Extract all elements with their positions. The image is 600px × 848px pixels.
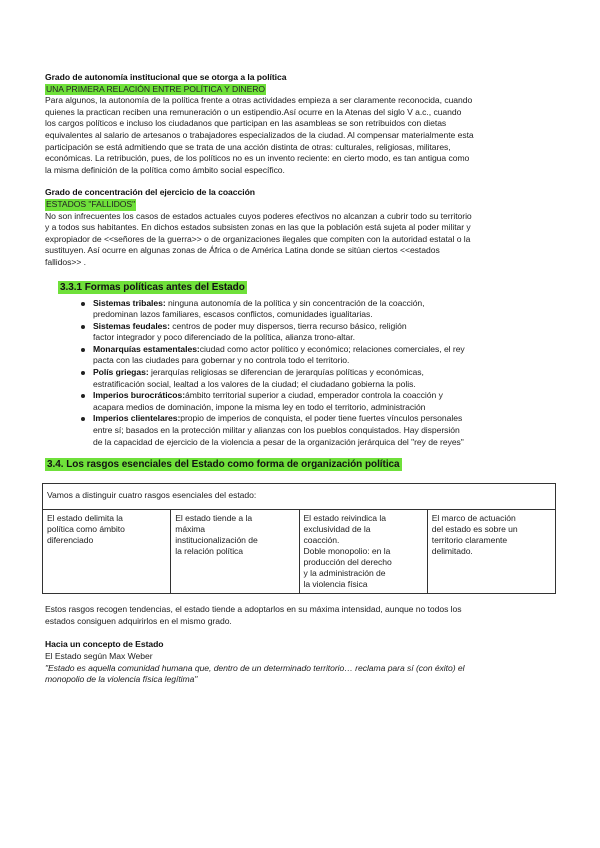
list-item: Imperios burocráticos:ámbito territorial superior a ciudad, emperador controla la coacción y acapara medios de dominación, impone la misma ley en todo el territorio, administración: [93, 390, 557, 413]
text-line: "Estado es aquella comunidad humana que, dentro de un determinado territorio… reclama para sí (con éxito) el: [45, 662, 465, 673]
list-item: Sistemas feudales: centros de poder muy dispersos, tierra recurso básico, religión factor integrador y poco diferenciado de la política, alianza trono-altar.: [93, 321, 557, 344]
weber-subtitle: El Estado según Max Weber: [45, 651, 153, 661]
list-item: Monarquías estamentales:ciudad como actor político y económico; relaciones comerciales, el rey pacta con las ciudades para gobernar y no controla todo el territorio.: [93, 344, 557, 367]
list-item: Sistemas tribales: ninguna autonomía de la política y sin concentración de la coacción, predominan lazos familiares, escasos conflictos, comunidades igualitarias.: [93, 298, 557, 321]
state-traits-table: [42, 483, 556, 594]
highlight-failed-states: ESTADOS "FALLIDOS": [46, 198, 136, 209]
text-line: equivalentes al salario de artesanos o trabajadores especializados de la ciudad. Al compensar materialmente esta: [45, 129, 474, 140]
highlight-politics-money: UNA PRIMERA RELACIÓN ENTRE POLÍTICA Y DINERO: [46, 83, 266, 94]
text-line: No son infrecuentes los casos de estados actuales cuyos poderes efectivos no alcanzan a cubrir todo su territorio: [45, 210, 472, 221]
text-line: quienes la practican reciben una remuneración o un estipendio.Así ocurre en la Atenas del siglo V a.c., cuando: [45, 106, 462, 117]
political-forms-list: [45, 298, 557, 449]
list-item: Imperios clientelares:propio de imperios de conquista, el poder tiene fuertes vínculos personales entre sí; basados en la protección militar y alianzas con los pueblos conquistados. Hay dispersión de la capacidad de ejercicio de la violencia a pesar de la organización jerárquica del "rey de reyes": [93, 413, 557, 448]
text-line: sustituyen. Así ocurre en algunas zonas de África o de América Latina donde se sitúan ciertos <<estados: [45, 245, 440, 256]
weber-quote: [45, 663, 557, 686]
table-cell: El estado delimita la política como ámbito diferenciado: [43, 510, 171, 594]
table-cell: El estado tiende a la máxima institucionalización de la relación política: [171, 510, 299, 594]
text-line: y a todos sus habitantes. En dichos estados subsisten zonas en las que la población está sujeta al poder militar y: [45, 222, 471, 233]
bullet-icon: [81, 302, 85, 306]
coercion-paragraph: [45, 211, 557, 269]
text-line: los cargos políticos e incluso los ciudadanos que participan en las asambleas se son retribuidos con dietas: [45, 118, 447, 129]
bullet-icon: [81, 394, 85, 398]
text-line: participación se está admitiendo que se trata de una acción distinta de otras: culturales, religiosas, militares,: [45, 141, 451, 152]
traits-paragraph: [45, 604, 557, 627]
bullet-icon: [81, 325, 85, 329]
autonomy-paragraph: [45, 95, 557, 176]
bullet-icon: [81, 348, 85, 352]
text-line: estados consiguen adquirirlos en el mismo grado.: [45, 615, 232, 626]
concept-heading: Hacia un concepto de Estado: [45, 639, 164, 650]
section-331-title: 3.3.1 Formas políticas antes del Estado: [60, 281, 245, 293]
text-line: expropiador de <<señores de la guerra>> o de organizaciones ilegales que compiten con la autoridad estatal o la: [45, 233, 471, 244]
table-header-cell: Vamos a distinguir cuatro rasgos esenciales del estado:: [43, 484, 556, 510]
autonomy-heading: Grado de autonomía institucional que se otorga a la política: [45, 72, 287, 82]
text-line: monopolio de la violencia física legítima": [45, 674, 198, 685]
table-cell: El estado reivindica la exclusividad de la coacción. Doble monopolio: en la producción del derecho y la administración de la violencia física: [299, 510, 427, 594]
text-line: económicas. La retribución, pues, de los políticos no es un invento reciente: en cierto modo, es tan antigua como: [45, 153, 470, 164]
text-line: Estos rasgos recogen tendencias, el estado tiende a adoptarlos en su máxima intensidad, aunque no todos los: [45, 604, 462, 615]
text-line: la misma definición de la política como ámbito social específico.: [45, 164, 285, 175]
list-item: Polís griegas: jerarquías religiosas se diferencian de jerarquías políticas y económicas, estratificación social, lealtad a los valores de la ciudad; el ciudadano gobierna la polis.: [93, 367, 557, 390]
section-34-title: 3.4. Los rasgos esenciales del Estado como forma de organización política: [47, 459, 400, 471]
bullet-icon: [81, 371, 85, 375]
text-line: fallidos>> .: [45, 256, 86, 267]
coercion-heading: Grado de concentración del ejercicio de la coacción: [45, 187, 255, 198]
bullet-icon: [81, 417, 85, 421]
text-line: Para algunos, la autonomía de la política frente a otras actividades empieza a ser claramente reconocida, cuando: [45, 95, 473, 106]
table-cell: El marco de actuación del estado es sobre un territorio claramente delimitado.: [427, 510, 555, 594]
document-page: [45, 72, 557, 686]
